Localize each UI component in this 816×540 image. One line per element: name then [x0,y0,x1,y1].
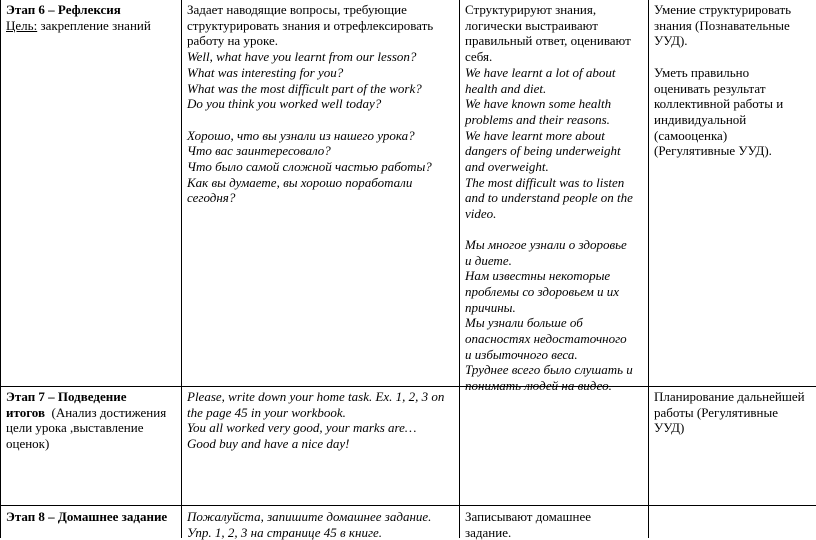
text-line: What was the most difficult part of the work? [187,80,422,96]
text-line: Как вы думаете, вы хорошо поработали [187,174,413,190]
row6-student-cell [465,2,647,394]
row6-teacher-lines [187,2,457,49]
row7-stage-bold-2: итогов [6,404,45,420]
row6-uud-lines-1 [654,2,814,49]
text-line: причины. [465,299,516,315]
text-line: Уметь правильно [654,64,750,80]
text-line: понимать людей на видео. [465,378,612,394]
row6-teacher-ru-lines [187,128,457,207]
text-line: dangers of being underweight [465,143,621,159]
row7-stage-rest-1: (Анализ достижения [44,404,167,420]
text-line: УУД). [654,33,688,49]
row6-goal [6,18,178,34]
text-line: Good buy and have a nice day! [187,436,350,452]
row6-teacher-en-lines [187,49,457,112]
text-line: Мы многое узнали о здоровье [465,236,627,252]
row7-stage-cell [6,389,178,452]
text-line: оценок) [6,436,50,452]
text-line: Задает наводящие вопросы, требующие [187,2,407,17]
row6-student-ru-lines [465,237,647,394]
text-line: структурировать знания и отрефлексировать [187,17,434,33]
text-line: You all worked very good, your marks are… [187,420,417,436]
text-line: problems and their reasons. [465,111,610,127]
text-line: коллективной работы и [654,96,784,112]
text-line: (Регулятивные УУД). [654,143,772,159]
text-line: Труднее всего было слушать и [465,362,633,378]
text-line: Do you think you worked well today? [187,96,382,112]
row6-goal-label: Цель: [6,17,38,33]
row6-stage-cell [6,2,178,33]
text-line: We have learnt a lot of about [465,64,616,80]
row8-teacher-cell [187,509,457,540]
row7-uud-cell [654,389,814,436]
text-line: Well, what have you learnt from our lesson? [187,49,417,65]
row6-student-en-lines [465,65,647,222]
text-line: и диете. [465,252,512,268]
text-line: опасностях недостаточного [465,331,627,347]
text-line: работы (Регулятивные [654,404,779,420]
row8-stage-title: Этап 8 – Домашнее задание [6,509,168,524]
text-line: и избыточного веса. [465,346,578,362]
text-line: УУД) [654,420,685,436]
text-line: health and diet. [465,80,547,96]
text-line: Что было самой сложной частью работы? [187,159,432,175]
text-line: Пожалуйста, запишите домашнее задание. [187,509,432,524]
text-line: Структурируют знания, [465,2,597,17]
text-line: Планирование дальнейшей [654,389,805,404]
text-line: Умение структурировать [654,2,792,17]
text-line: работу на уроке. [187,33,278,49]
text-line: Хорошо, что вы узнали из нашего урока? [187,127,415,143]
row7-teacher-lines [187,389,457,452]
row8-teacher-lines [187,509,457,540]
row7-stage-line-2 [6,405,178,421]
text-line: and overweight. [465,159,549,175]
text-line: Мы узнали больше об [465,315,583,331]
row6-goal-text: закрепление знаний [37,17,151,33]
table-border-row7 [0,386,816,387]
text-line: сегодня? [187,190,236,206]
table-border-left [0,0,1,538]
row8-student-lines [465,509,647,540]
row7-stage-bold-1: Этап 7 – Подведение [6,389,127,404]
row6-teacher-cell [187,2,457,206]
text-line: Записывают домашнее [465,509,592,524]
row6-uud-lines-2 [654,65,814,159]
text-line: себя. [465,49,493,65]
row8-student-cell [465,509,647,540]
row8-stage-cell [6,509,180,525]
row7-uud-lines [654,389,814,436]
table-border-row8 [0,505,816,506]
text-line: Please, write down your home task. Ex. 1, 2, 3 on [187,389,445,404]
row6-student-lines [465,2,647,65]
row7-stage-rest-lines [6,420,178,451]
text-line: We have known some health [465,96,612,112]
row6-uud-cell [654,2,814,159]
text-line: We have learnt more about [465,127,605,143]
text-line: Нам известны некоторые [465,268,611,284]
table-border-col1 [181,0,182,538]
text-line: проблемы со здоровьем и их [465,283,620,299]
text-line: the page 45 in your workbook. [187,404,346,420]
text-line: Упр. 1, 2, 3 на странице 45 в книге. [187,524,383,540]
text-line: Что вас заинтересовало? [187,143,331,159]
text-line: цели урока ,выставление [6,420,144,436]
text-line: The most difficult was to listen [465,174,625,190]
text-line: логически выстраивают [465,17,598,33]
text-line: (самооценка) [654,127,728,143]
text-line: задание. [465,524,512,540]
table-border-col2 [459,0,460,538]
text-line: and to understand people on the [465,190,633,206]
row6-stage-title: Этап 6 – Рефлексия [6,2,121,17]
text-line: знания (Познавательные [654,17,790,33]
table-border-col3 [648,0,649,538]
text-line: оценивать результат [654,80,766,96]
text-line: правильный ответ, оценивают [465,33,631,49]
text-line: What was interesting for you? [187,64,344,80]
row7-teacher-cell [187,389,457,452]
text-line: video. [465,206,497,222]
text-line: индивидуальной [654,111,747,127]
